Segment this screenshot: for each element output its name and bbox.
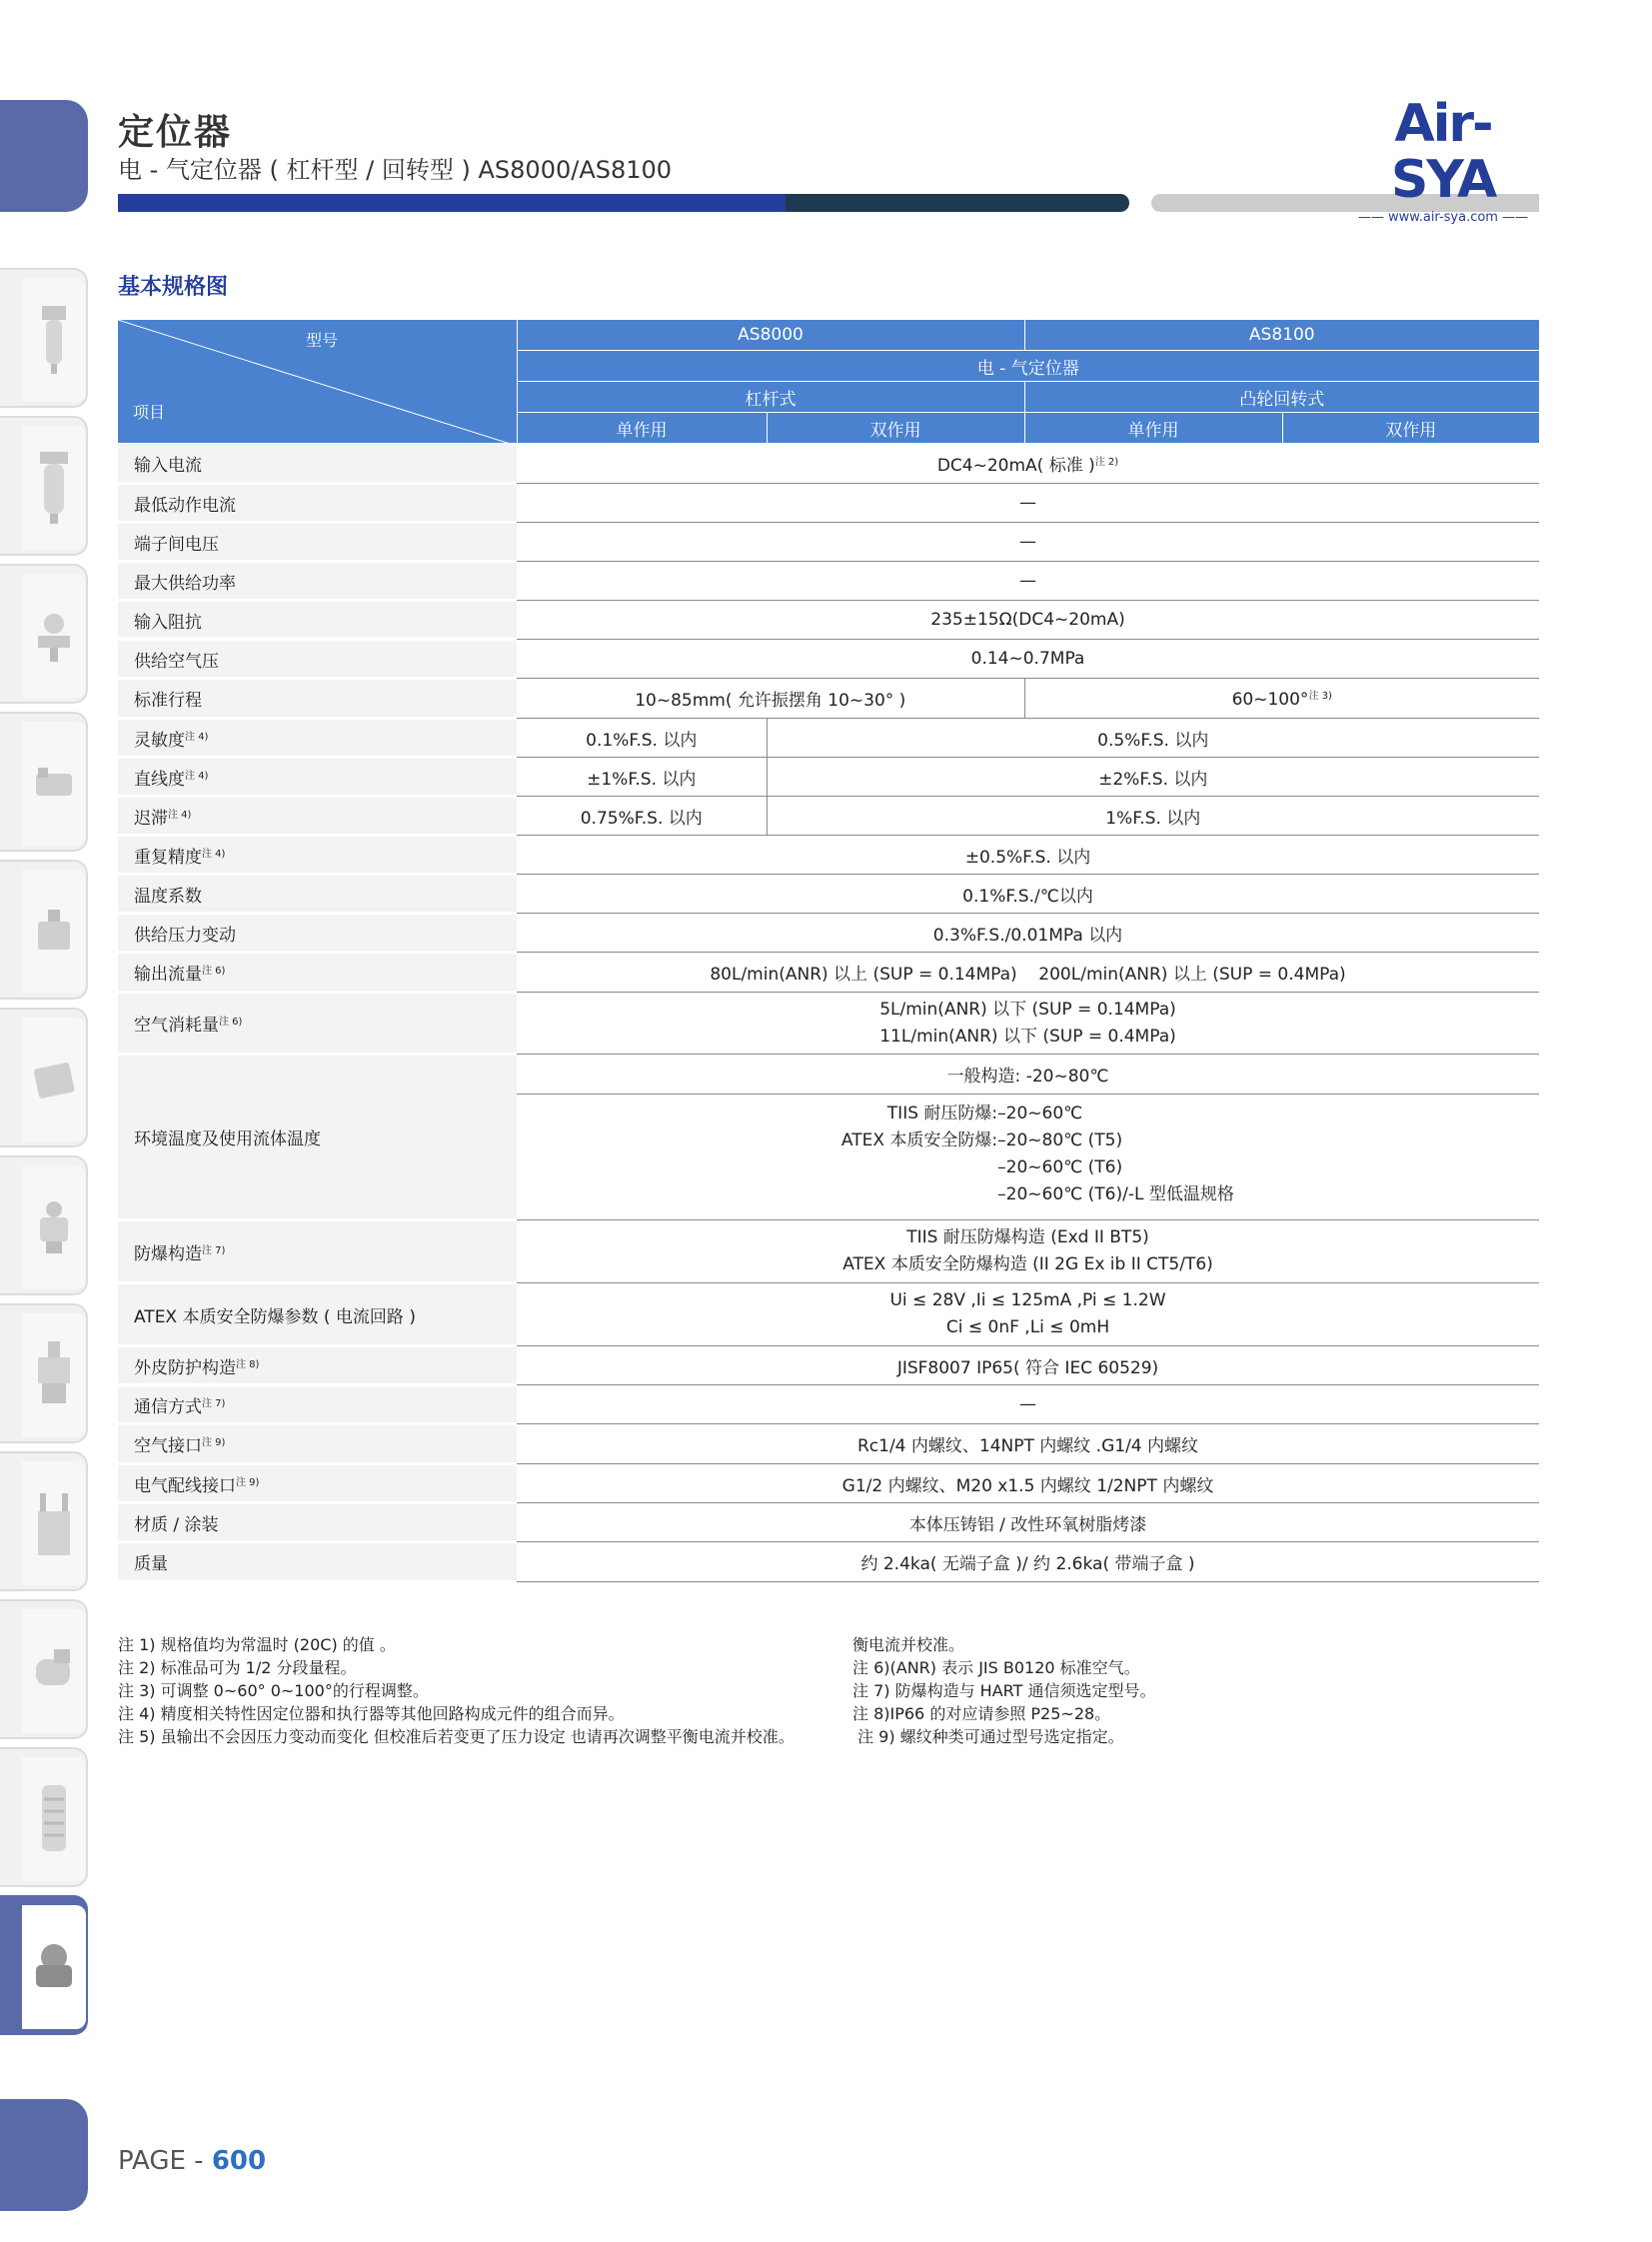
table-row bbox=[118, 1055, 1539, 1095]
table-row bbox=[118, 523, 1539, 562]
action-single: 单作用 bbox=[1024, 413, 1282, 444]
table-row bbox=[118, 797, 1539, 836]
action-double: 双作用 bbox=[1282, 413, 1539, 444]
chapter-tab-bottom bbox=[0, 2099, 88, 2211]
side-tab-filter[interactable] bbox=[0, 268, 88, 408]
style-rotary: 凸轮回转式 bbox=[1024, 382, 1539, 413]
footnote: 注 4) 精度相关特性因定位器和执行器等其他回路构成元件的组合而异。 bbox=[118, 1704, 625, 1723]
side-tab-valve[interactable] bbox=[0, 712, 88, 852]
table-row bbox=[118, 601, 1539, 640]
row-label: 输出流量$^{注 6)}$ bbox=[118, 953, 517, 993]
row-label: 端子间电压 bbox=[118, 523, 517, 562]
footnotes-right bbox=[852, 1633, 1552, 1748]
footnote: 注 5) 虽输出不会因压力变动而变化 但校准后若变更了压力设定 也请再次调整平衡电流并校准。 bbox=[118, 1727, 795, 1746]
row-label: 空气接口$^{注 9)}$ bbox=[118, 1424, 517, 1464]
table-row bbox=[118, 993, 1539, 1055]
fitting-icon bbox=[22, 1609, 86, 1733]
row-value-b: ±2%F.S. 以内 bbox=[767, 758, 1539, 797]
row-label: 供给压力变动 bbox=[118, 914, 517, 953]
row-label: 供给空气压 bbox=[118, 640, 517, 679]
table-row bbox=[118, 953, 1539, 993]
row-value-a: 0.1%F.S. 以内 bbox=[517, 719, 767, 758]
model-as8100: AS8100 bbox=[1024, 320, 1539, 351]
row-label: 最大供给功率 bbox=[118, 562, 517, 601]
row-label: 环境温度及使用流体温度 bbox=[118, 1055, 517, 1220]
row-label: 温度系数 bbox=[118, 875, 517, 914]
row-value: TIIS 耐压防爆构造 (Exd II BT5) ATEX 本质安全防爆构造 (II 2G Ex ib II CT5/T6) bbox=[517, 1220, 1539, 1283]
footnotes-left bbox=[118, 1633, 818, 1748]
row-value: 80L/min(ANR) 以上 (SUP = 0.14MPa) 200L/min(ANR) 以上 (SUP = 0.4MPa) bbox=[517, 953, 1539, 993]
row-label: 通信方式$^{注 7)}$ bbox=[118, 1385, 517, 1424]
row-value: 本体压铸铝 / 改性环氧树脂烤漆 bbox=[517, 1503, 1539, 1542]
brand-logo bbox=[1345, 96, 1541, 225]
row-value: 235±15Ω(DC4~20mA) bbox=[517, 601, 1539, 640]
row-value: 0.1%F.S./℃以内 bbox=[517, 875, 1539, 914]
row-value: — bbox=[517, 484, 1539, 523]
table-row bbox=[118, 1542, 1539, 1582]
cylinder-icon bbox=[22, 1165, 86, 1289]
page-subtitle: 电 - 气定位器 ( 杠杆型 / 回转型 ) AS8000/AS8100 bbox=[118, 156, 673, 184]
model-as8000: AS8000 bbox=[517, 320, 1024, 351]
actuator-icon bbox=[22, 870, 86, 994]
side-tab-gauge[interactable] bbox=[0, 564, 88, 704]
row-value-general: 一般构造: -20~80℃ bbox=[517, 1055, 1539, 1095]
row-value-rotary: 60~100°$^{注 3)}$ bbox=[1024, 679, 1539, 719]
manifold-icon bbox=[22, 1313, 86, 1437]
table-row bbox=[118, 1464, 1539, 1503]
corner-item-label: 项目 bbox=[133, 403, 166, 422]
row-value: — bbox=[517, 562, 1539, 601]
row-value: — bbox=[517, 523, 1539, 562]
spec-table bbox=[118, 320, 1539, 1583]
action-single: 单作用 bbox=[517, 413, 767, 444]
row-value-a: 0.75%F.S. 以内 bbox=[517, 797, 767, 836]
side-tab-manifold[interactable] bbox=[0, 1303, 88, 1443]
header-bar-teal bbox=[786, 194, 1129, 212]
table-row bbox=[118, 758, 1539, 797]
logo-url: —— www.air-sya.com —— bbox=[1357, 210, 1529, 225]
table-row bbox=[118, 679, 1539, 719]
row-value: 约 2.4ka( 无端子盒 )/ 约 2.6ka( 带端子盒 ) bbox=[517, 1542, 1539, 1582]
solenoid-icon bbox=[22, 1461, 86, 1585]
row-value-lever: 10~85mm( 允许振摆角 10~30° ) bbox=[517, 679, 1024, 719]
table-row bbox=[118, 719, 1539, 758]
page-title: 定位器 bbox=[118, 112, 233, 153]
side-category-tabs bbox=[0, 268, 88, 2043]
footnote: 注 2) 标准品可为 1/2 分段量程。 bbox=[118, 1658, 357, 1677]
row-label: 空气消耗量$^{注 6)}$ bbox=[118, 993, 517, 1055]
side-tab-regulator[interactable] bbox=[0, 416, 88, 556]
row-value-a: ±1%F.S. 以内 bbox=[517, 758, 767, 797]
side-tab-fitting[interactable] bbox=[0, 1599, 88, 1739]
filter-icon bbox=[22, 278, 86, 402]
row-value-b: 1%F.S. 以内 bbox=[767, 797, 1539, 836]
chapter-tab bbox=[0, 100, 88, 212]
row-value-b: 0.5%F.S. 以内 bbox=[767, 719, 1539, 758]
table-row bbox=[118, 836, 1539, 875]
row-value: G1/2 内螺纹、M20 x1.5 内螺纹 1/2NPT 内螺纹 bbox=[517, 1464, 1539, 1503]
row-label: 迟滞$^{注 4)}$ bbox=[118, 797, 517, 836]
valve-icon bbox=[22, 722, 86, 846]
row-label: 标准行程 bbox=[118, 679, 517, 719]
logo-text: Air-SYA bbox=[1390, 94, 1496, 210]
row-value-explosion-temp: TIIS 耐压防爆: –20~60℃ ATEX 本质安全防爆: –20~80℃ (T5) –20~60℃ (T6) –20~60℃ (T6)/-L 型低温规格 bbox=[517, 1095, 1539, 1220]
row-label: 直线度$^{注 4)}$ bbox=[118, 758, 517, 797]
side-tab-spring[interactable] bbox=[0, 1747, 88, 1887]
footnote: 注 6)(ANR) 表示 JIS B0120 标准空气。 bbox=[852, 1658, 1140, 1677]
type-header: 电 - 气定位器 bbox=[517, 351, 1539, 382]
row-label: 灵敏度$^{注 4)}$ bbox=[118, 719, 517, 758]
table-row bbox=[118, 562, 1539, 601]
table-row bbox=[118, 1220, 1539, 1283]
table-row bbox=[118, 1503, 1539, 1542]
side-tab-solenoid[interactable] bbox=[0, 1451, 88, 1591]
row-value: — bbox=[517, 1385, 1539, 1424]
table-row bbox=[118, 444, 1539, 484]
row-label: 材质 / 涂装 bbox=[118, 1503, 517, 1542]
header-bar-blue bbox=[118, 194, 786, 212]
side-tab-cylinder[interactable] bbox=[0, 1155, 88, 1295]
side-tab-actuator[interactable] bbox=[0, 860, 88, 1000]
footnote: 注 1) 规格值均为常温时 (20C) 的值 。 bbox=[118, 1635, 396, 1654]
positioner-icon bbox=[22, 1905, 86, 2029]
gauge-icon bbox=[22, 574, 86, 698]
row-value: JISF8007 IP65( 符合 IEC 60529) bbox=[517, 1346, 1539, 1385]
row-label: 输入阻抗 bbox=[118, 601, 517, 640]
row-label: 最低动作电流 bbox=[118, 484, 517, 523]
row-value: 0.14~0.7MPa bbox=[517, 640, 1539, 679]
row-label: 防爆构造$^{注 7)}$ bbox=[118, 1220, 517, 1283]
page-number: PAGE - 600 bbox=[118, 2146, 267, 2176]
row-label: 输入电流 bbox=[118, 444, 517, 484]
style-lever: 杠杆式 bbox=[517, 382, 1024, 413]
footnote: 注 8)IP66 的对应请参照 P25~28。 bbox=[852, 1704, 1111, 1723]
row-label: 外皮防护构造$^{注 8)}$ bbox=[118, 1346, 517, 1385]
table-row bbox=[118, 914, 1539, 953]
table-corner bbox=[118, 320, 517, 444]
table-row bbox=[118, 1385, 1539, 1424]
regulator-icon bbox=[22, 426, 86, 550]
footnote: 注 9) 螺纹种类可通过型号选定指定。 bbox=[852, 1727, 1124, 1746]
row-label: 电气配线接口$^{注 9)}$ bbox=[118, 1464, 517, 1503]
row-value: 0.3%F.S./0.01MPa 以内 bbox=[517, 914, 1539, 953]
row-value: Ui ≤ 28V ,Ii ≤ 125mA ,Pi ≤ 1.2W Ci ≤ 0nF ,Li ≤ 0mH bbox=[517, 1283, 1539, 1346]
side-tab-positioner[interactable] bbox=[0, 1895, 88, 2035]
section-title: 基本规格图 bbox=[118, 275, 229, 300]
footnote: 衡电流并校准。 bbox=[852, 1635, 965, 1654]
row-value: Rc1/4 内螺纹、14NPT 内螺纹 .G1/4 内螺纹 bbox=[517, 1424, 1539, 1464]
table-row bbox=[118, 875, 1539, 914]
box-icon bbox=[22, 1018, 86, 1141]
footnote: 注 7) 防爆构造与 HART 通信须选定型号。 bbox=[852, 1681, 1156, 1700]
corner-model-label: 型号 bbox=[306, 331, 339, 350]
action-double: 双作用 bbox=[767, 413, 1024, 444]
table-row bbox=[118, 484, 1539, 523]
spring-icon bbox=[22, 1757, 86, 1881]
row-label: ATEX 本质安全防爆参数 ( 电流回路 ) bbox=[118, 1283, 517, 1346]
table-row bbox=[118, 1283, 1539, 1346]
row-value: ±0.5%F.S. 以内 bbox=[517, 836, 1539, 875]
table-row bbox=[118, 1346, 1539, 1385]
row-value: 5L/min(ANR) 以下 (SUP = 0.14MPa) 11L/min(ANR) 以下 (SUP = 0.4MPa) bbox=[517, 993, 1539, 1055]
side-tab-box[interactable] bbox=[0, 1008, 88, 1147]
row-value: DC4~20mA( 标准 )$^{注 2)}$ bbox=[517, 444, 1539, 484]
footnote: 注 3) 可调整 0~60° 0~100°的行程调整。 bbox=[118, 1681, 429, 1700]
row-label: 重复精度$^{注 4)}$ bbox=[118, 836, 517, 875]
row-label: 质量 bbox=[118, 1542, 517, 1582]
table-row bbox=[118, 1424, 1539, 1464]
table-row bbox=[118, 640, 1539, 679]
